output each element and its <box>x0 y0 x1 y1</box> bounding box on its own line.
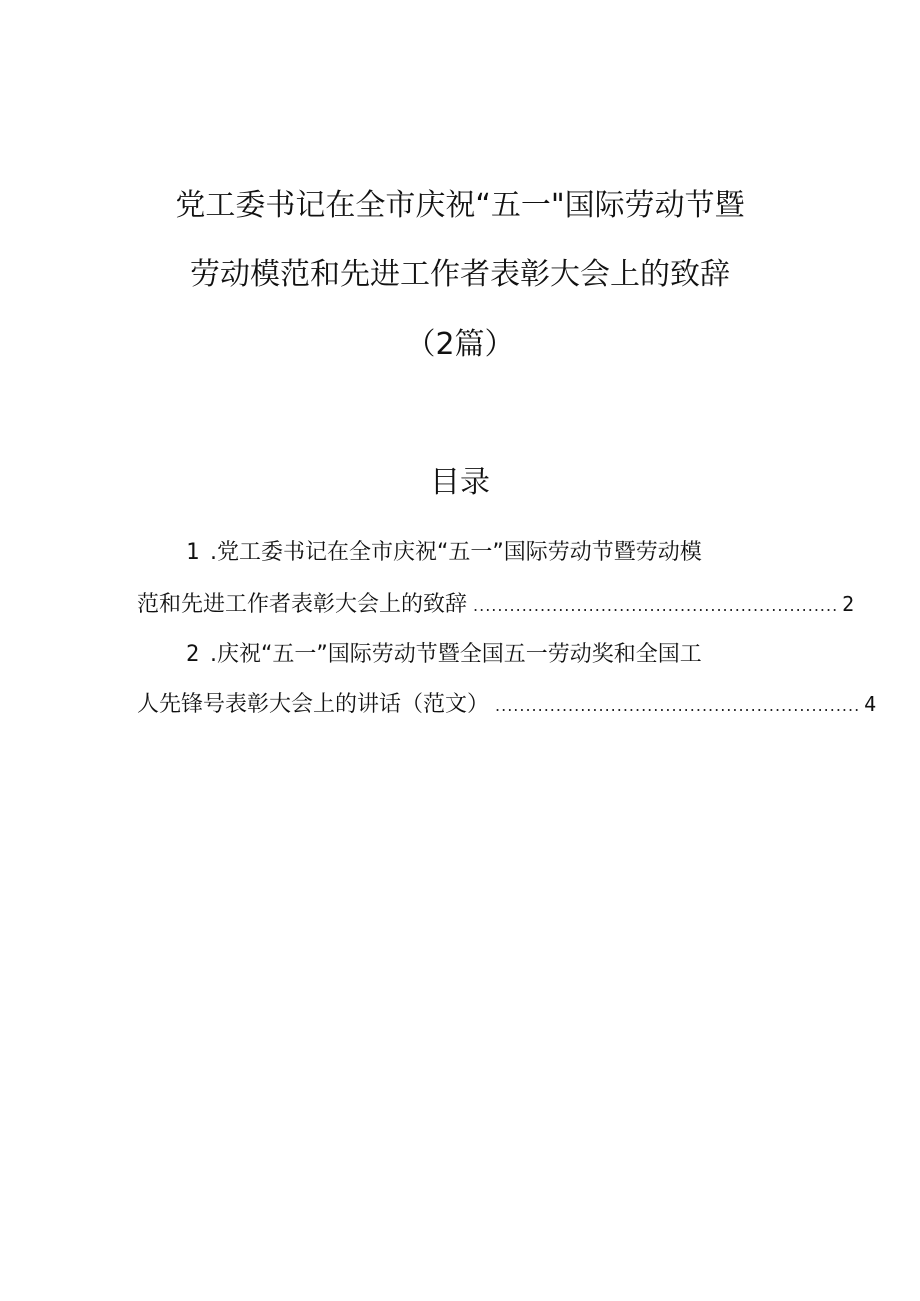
toc-entry-2-number: 2 <box>186 642 200 667</box>
toc-entry-2-page: 4 <box>864 692 877 716</box>
document-title-line-2: 劳动模范和先进工作者表彰大会上的致辞 <box>190 257 730 292</box>
toc-entry-1-number: 1 <box>186 540 200 565</box>
toc-entry-2-leader: ............................................................ <box>495 696 861 715</box>
document-title-line-1: 党工委书记在全市庆祝“五一"国际劳动节暨 <box>175 188 745 223</box>
toc-entry-1-leader: ............................................................ <box>473 596 839 615</box>
toc-entry-2-text: 人先锋号表彰大会上的讲话（范文） <box>137 692 490 717</box>
toc-entry-2-line-1[interactable]: .庆祝“五一”国际劳动节暨全国五一劳动奖和全国工 <box>210 642 702 667</box>
toc-entry-1-line-1[interactable]: .党工委书记在全市庆祝“五一”国际劳动节暨劳动模 <box>210 540 702 565</box>
toc-entry-2-line-2[interactable] <box>137 689 877 721</box>
document-title-line-3: （2篇） <box>405 327 515 362</box>
toc-heading: 目录 <box>430 465 490 500</box>
toc-entry-1-page: 2 <box>842 592 855 616</box>
toc-entry-1-line-2[interactable] <box>137 589 855 621</box>
toc-entry-1-text: 范和先进工作者表彰大会上的致辞 <box>137 592 468 617</box>
